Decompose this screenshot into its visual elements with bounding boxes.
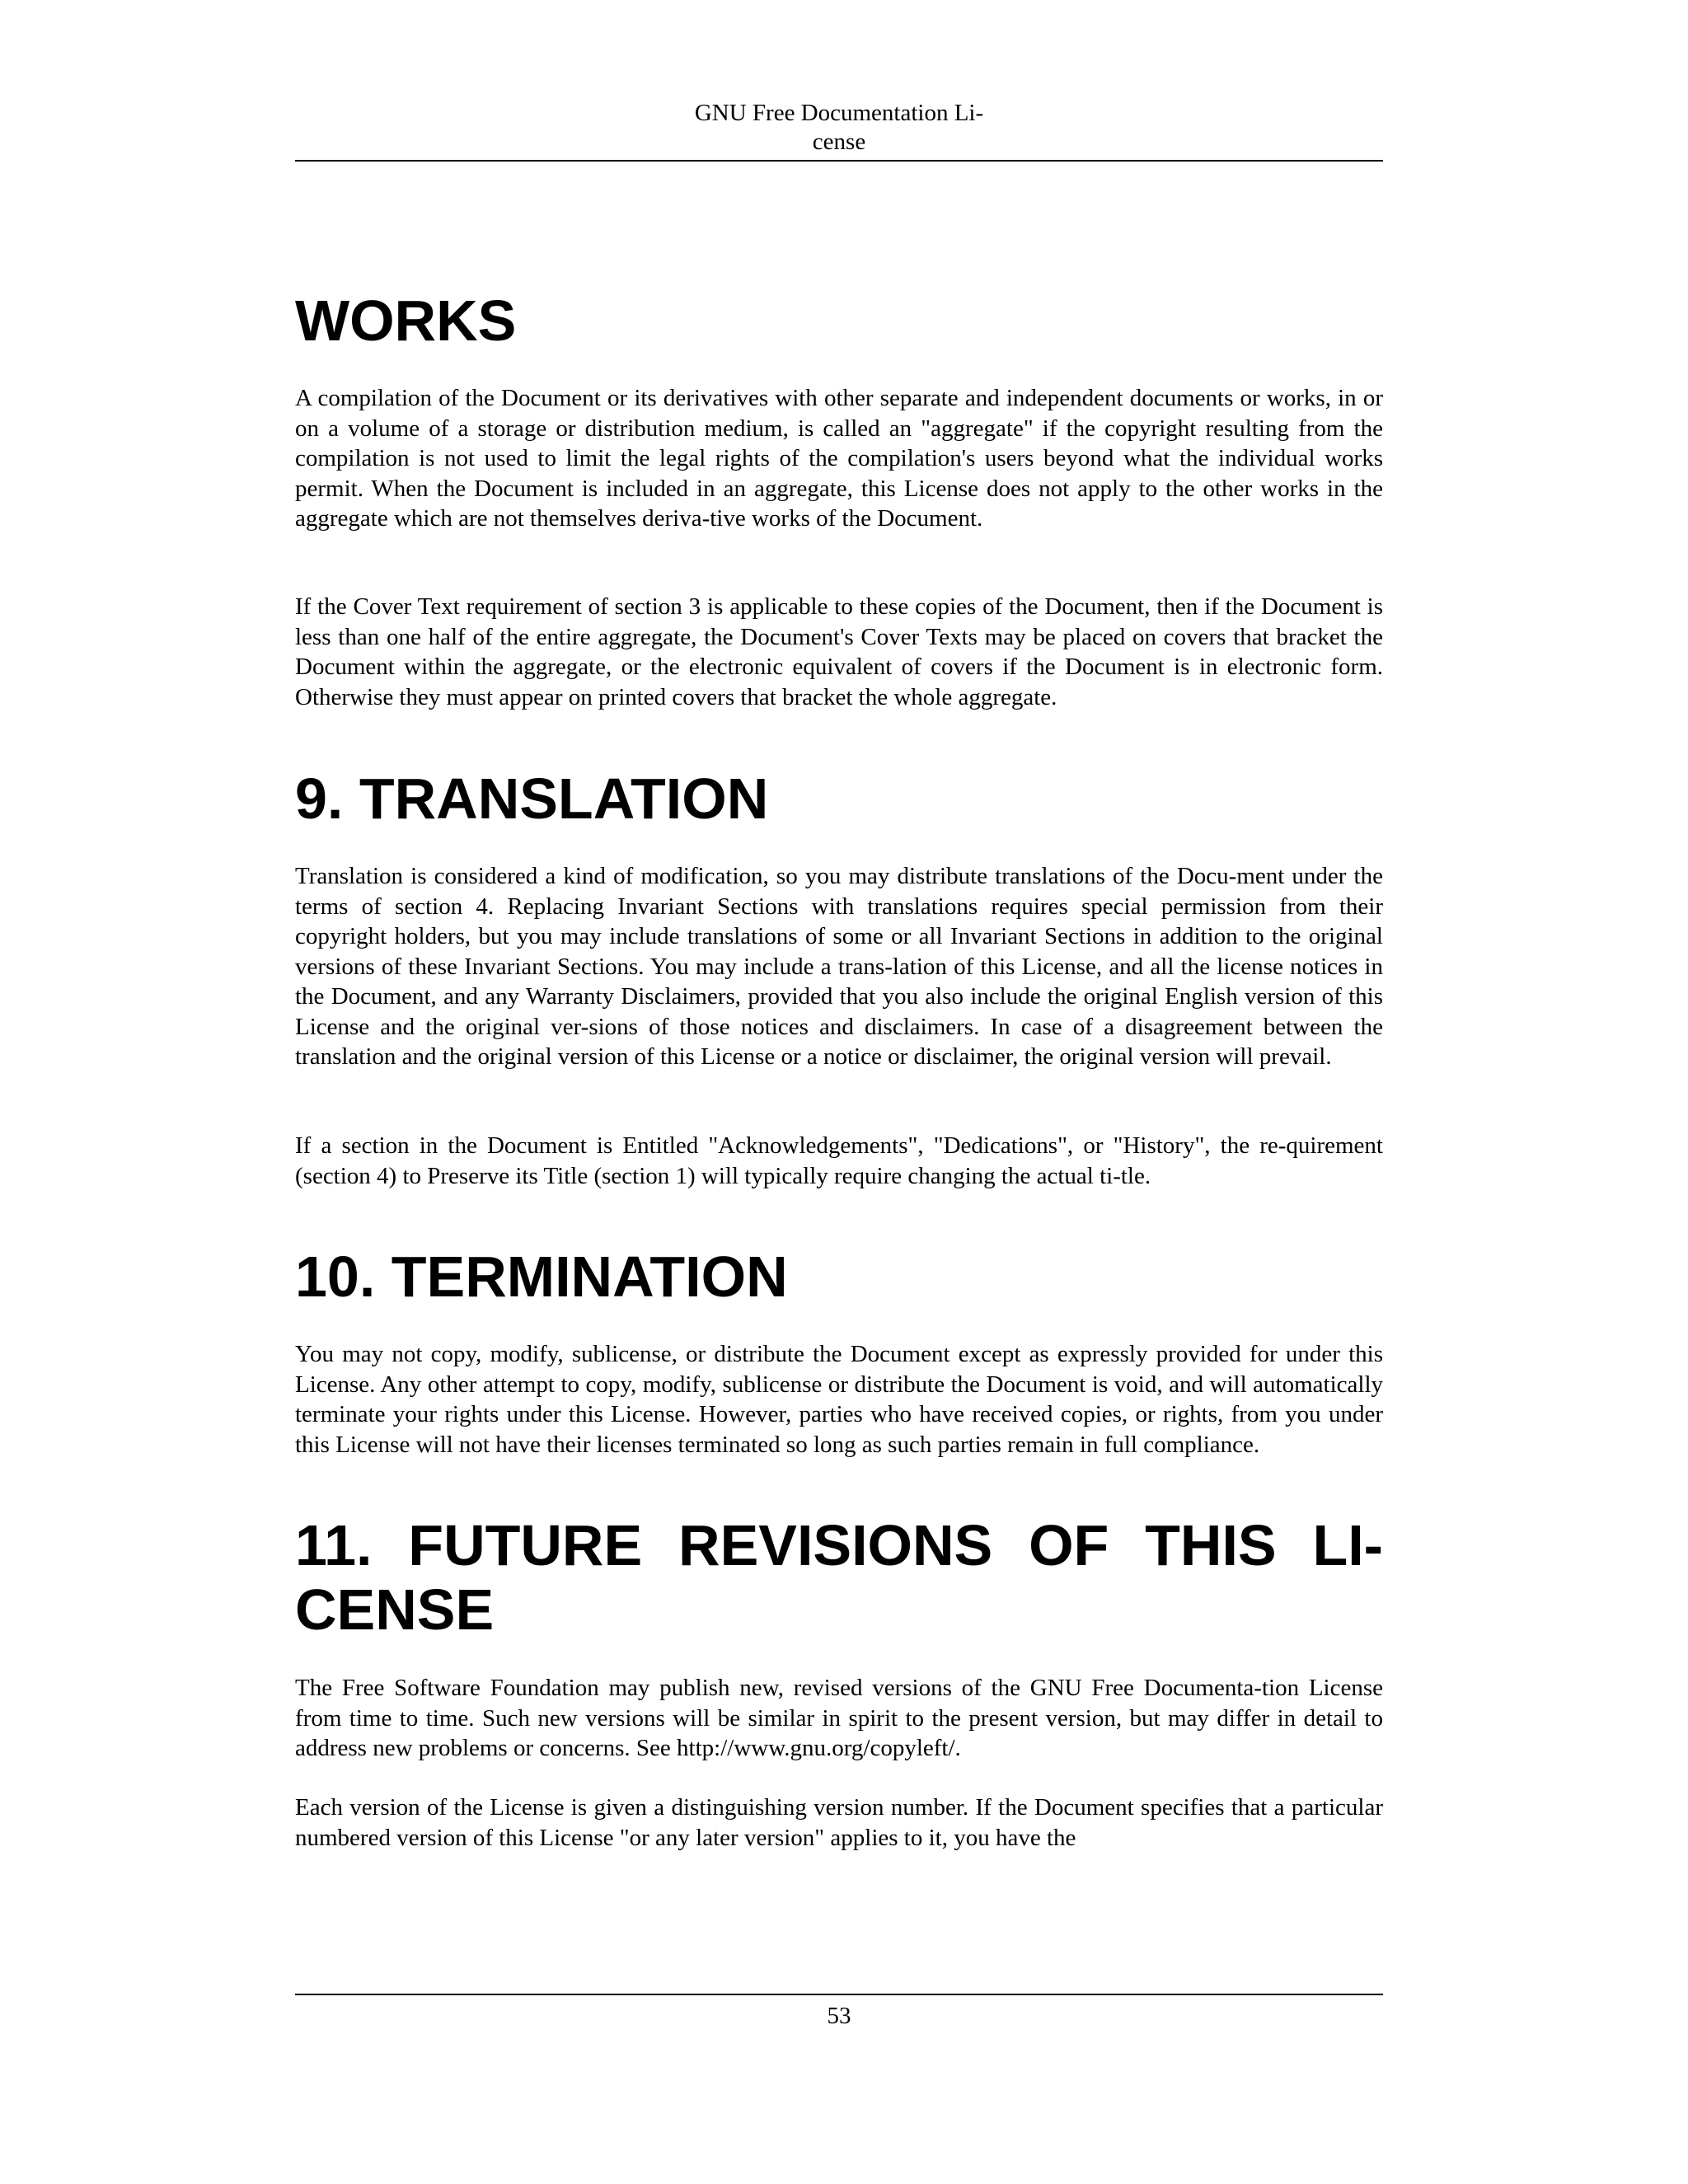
paragraph-termination: You may not copy, modify, sublicense, or distribute the Document except as expressly provided for under this License. Any other attempt to copy, modify, sublicense or distribute the Document is void, and will automatically terminate your rights under this License. However, parties who have received copies, or rights, from you under this License will not have their licenses terminated so long as such parties remain in full compliance. bbox=[295, 1341, 1383, 1458]
paragraph-translation: Translation is considered a kind of modification, so you may distribute translations of the Docu-ment under the terms of section 4. Replacing Invariant Sections with translations requires special permission from their copyright holders, but you may include translations of some or all Invariant Sections in addition to the original versions of these Invariant Sections. You may include a trans-lation of this License, and all the license notices in the Document, and any Warranty Disclaimers, provided that you also include the original English version of this License and the original ver-sions of those notices and disclaimers. In case of a disagreement between the translation and the original version of this License or a notice or disclaimer, the original version will prevail. bbox=[295, 863, 1383, 1070]
section-heading-works: WORKS bbox=[295, 288, 517, 353]
page-number: 53 bbox=[827, 2003, 851, 2029]
running-header-title bbox=[295, 99, 1383, 157]
section-heading-future-revisions-line-1: 11. FUTURE REVISIONS OF THIS LI- bbox=[295, 1513, 1383, 1577]
paragraph-works-aggregate: A compilation of the Document or its derivatives with other separate and independent documents or works, in or on a volume of a storage or distribution medium, is called an "aggregate" if the copyright resulting from the compilation is not used to limit the legal rights of the compilation's users beyond what the individual works permit. When the Document is included in an aggregate, this License does not apply to the other works in the aggregate which are not themselves deriva-tive works of the Document. bbox=[295, 385, 1383, 532]
page-header bbox=[295, 92, 1383, 162]
running-header-line-1: GNU Free Documentation Li- bbox=[694, 100, 984, 126]
page-footer bbox=[295, 1994, 1383, 2030]
section-heading-termination: 10. TERMINATION bbox=[295, 1244, 788, 1309]
running-header-line-2: cense bbox=[812, 129, 866, 155]
paragraph-cover-text-requirement: If the Cover Text requirement of section 3 is applicable to these copies of the Document, then if the Document is less than one half of the entire aggregate, the Document's Cover Texts may be placed on covers that bracket the Document within the aggregate, or the electronic equivalent of covers if the Document is in electronic form. Otherwise they must appear on printed covers that bracket the whole aggregate. bbox=[295, 593, 1383, 710]
paragraph-future-revisions: The Free Software Foundation may publish new, revised versions of the GNU Free Documenta-tion License from time to time. Such new versions will be similar in spirit to the present version, but may differ in detail to address new problems or concerns. See http://www.gnu.org/copyleft/. bbox=[295, 1675, 1383, 1761]
section-heading-translation: 9. TRANSLATION bbox=[295, 766, 769, 831]
section-heading-future-revisions-line-2: CENSE bbox=[295, 1577, 495, 1642]
paragraph-translation-titles: If a section in the Document is Entitled "Acknowledgements", "Dedications", or "History", the re-quirement (section 4) to Preserve its Title (section 1) will typically require changing the actual ti-tle. bbox=[295, 1132, 1383, 1189]
paragraph-version-number: Each version of the License is given a distinguishing version number. If the Document specifies that a particular numbered version of this License "or any later version" applies to it, you have the bbox=[295, 1794, 1383, 1851]
section-heading-future-revisions bbox=[295, 1513, 1383, 1642]
